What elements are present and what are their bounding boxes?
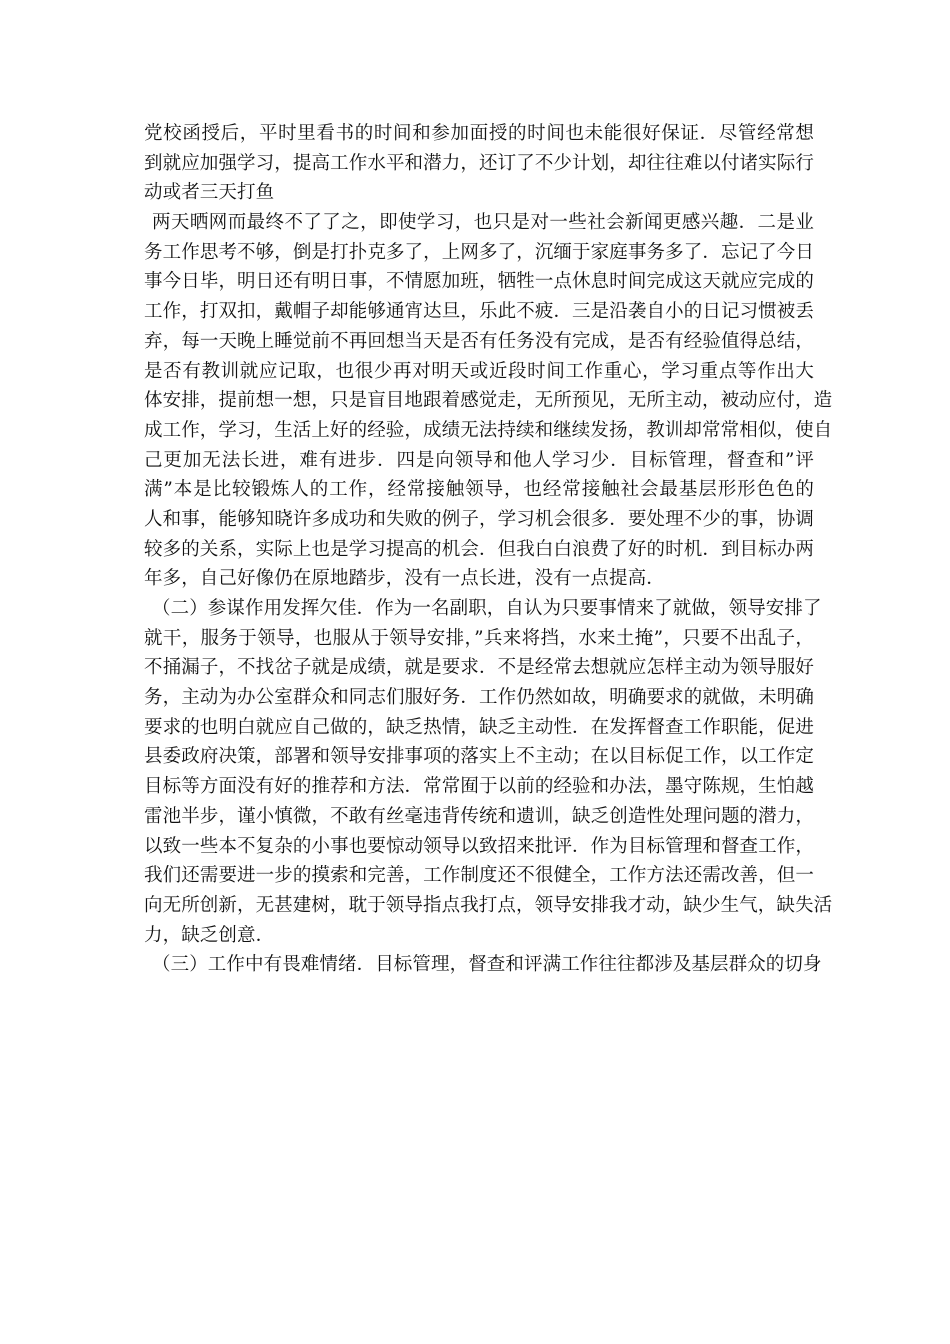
text-line: 动或者三天打鱼	[144, 182, 275, 204]
text-line: 到就应加强学习，提高工作水平和潜力，还订了不少计划，却往往难以付诸实际行	[144, 152, 814, 174]
text-line: 务工作思考不够，倒是打扑克多了，上网多了，沉缅于家庭事务多了．忘记了今日	[144, 241, 814, 263]
text-line: 力，缺乏创意．	[144, 924, 275, 946]
text-line: 年多，自己好像仍在原地踏步，没有一点长进，没有一点提高．	[144, 568, 665, 590]
text-line: 以致一些本不复杂的小事也要惊动领导以致招来批评．作为目标管理和督查工作，	[144, 835, 814, 857]
text-line: 成工作，学习，生活上好的经验，成绩无法持续和继续发扬，教训却常常相似，使自	[144, 419, 833, 441]
text-line: 事今日毕，明日还有明日事，不情愿加班，牺牲一点休息时间完成这天就应完成的	[144, 271, 814, 293]
document-body	[144, 119, 833, 980]
text-line: 我们还需要进一步的摸索和完善，工作制度还不很健全，工作方法还需改善，但一	[144, 865, 814, 887]
text-line: 人和事，能够知晓许多成功和失败的例子，学习机会很多．要处理不少的事，协调	[144, 508, 814, 530]
text-line: 是否有教训就应记取，也很少再对明天或近段时间工作重心，学习重点等作出大	[144, 360, 814, 382]
text-line: 工作，打双扣，戴帽子却能够通宵达旦，乐此不疲．三是沿袭自小的日记习惯被丢	[144, 301, 814, 323]
text-line: 目标等方面没有好的推荐和方法．常常囿于以前的经验和办法，墨守陈规，生怕越	[144, 776, 814, 798]
text-line: 弃，每一天晚上睡觉前不再回想当天是否有任务没有完成，是否有经验值得总结，	[144, 330, 814, 352]
text-line: 体安排，提前想一想，只是盲目地跟着感觉走，无所预见，无所主动，被动应付，造	[144, 390, 833, 412]
text-line: 要求的也明白就应自己做的，缺乏热情，缺乏主动性．在发挥督查工作职能，促进	[144, 716, 814, 738]
text-line: 雷池半步，谨小慎微，不敢有丝毫违背传统和遗训，缺乏创造性处理问题的潜力，	[144, 805, 814, 827]
text-line: 就干，服务于领导，也服从于领导安排，”兵来将挡，水来土掩”，只要不出乱子，	[144, 627, 814, 649]
text-line: 不捅漏子，不找岔子就是成绩，就是要求．不是经常去想就应怎样主动为领导服好	[144, 657, 814, 679]
text-line: 县委政府决策，部署和领导安排事项的落实上不主动；在以目标促工作，以工作定	[144, 746, 814, 768]
text-line: （二）参谋作用发挥欠佳．作为一名副职，自认为只要事情来了就做，领导安排了	[152, 598, 822, 619]
text-line: 务，主动为办公室群众和同志们服好务．工作仍然如故，明确要求的就做，未明确	[144, 687, 814, 709]
text-line: 满”本是比较锻炼人的工作，经常接触领导，也经常接触社会最基层形形色色的	[144, 479, 814, 501]
text-line: 己更加无法长进，难有进步．四是向领导和他人学习少．目标管理，督查和”评	[144, 449, 814, 471]
text-lines	[144, 119, 833, 980]
text-line: （三）工作中有畏难情绪．目标管理，督查和评满工作往往都涉及基层群众的切身	[152, 954, 822, 976]
text-line: 向无所创新，无甚建树，耽于领导指点我打点，领导安排我才动，缺少生气，缺失活	[144, 894, 833, 916]
text-line: 党校函授后，平时里看书的时间和参加面授的时间也未能很好保证．尽管经常想	[144, 123, 814, 144]
text-line: 两天晒网而最终不了了之，即使学习，也只是对一些社会新闻更感兴趣．二是业	[152, 212, 814, 234]
text-line: 较多的关系，实际上也是学习提高的机会．但我白白浪费了好的时机．到目标办两	[144, 538, 814, 560]
